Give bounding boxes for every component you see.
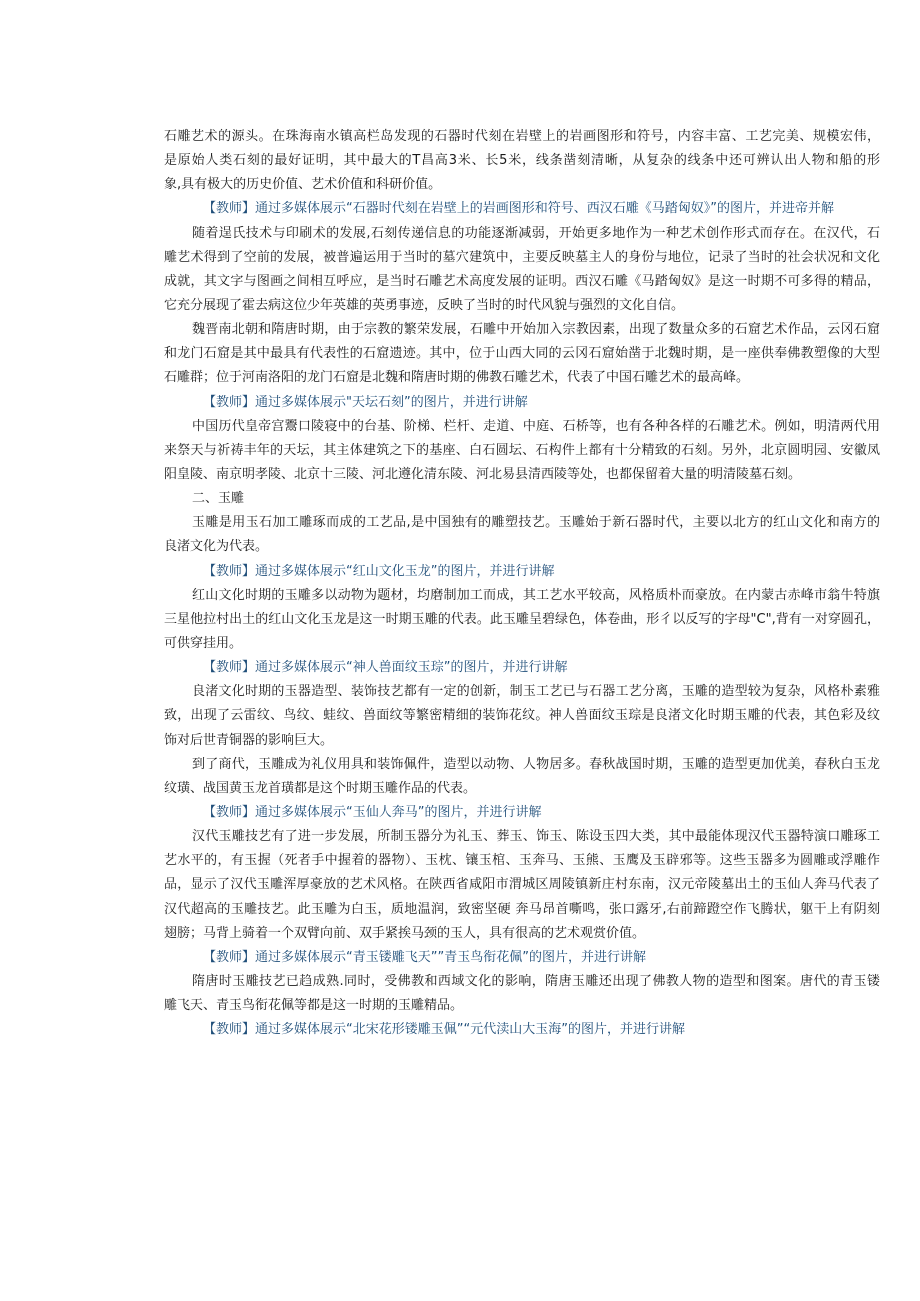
- text-line: 魏晋南北朝和隋唐时期，由于宗教的繁荣发展，石雕中开始加入宗教因素，出现了数量众多的石窟艺术作品，云冈石窟: [192, 322, 880, 338]
- text-line: 【教师】通过多媒体展示“红山文化玉龙”的图片，并进行讲解: [203, 563, 555, 579]
- text-line: 三星他拉村出土的红山文化玉龙是这一时期玉雕的代表。此玉雕呈碧绿色，体卷曲，形彳以反写的字母"C",背有一对穿圆孔，: [164, 611, 880, 627]
- text-line: 玉雕是用玉石加工雕琢而成的工艺品,是中国独有的雕塑技艺。玉雕始于新石器时代，主要以北方的红山文化和南方的: [192, 515, 880, 531]
- body-paragraph: [164, 970, 880, 1018]
- teacher-note: [164, 1018, 880, 1042]
- text-line: 阳皇陵、南京明孝陵、北京十三陵、河北遵化清东陵、河北易县清西陵等处，也都保留着大量的明清陵墓石刻。: [164, 466, 802, 482]
- text-line: 中国历代皇帝宫鬻口陵寝中的台基、阶梯、栏杆、走道、中庭、石桥等，也有各种各样的石雕艺术。例如，明清两代用: [192, 418, 880, 434]
- body-paragraph: [164, 825, 880, 946]
- teacher-note: [164, 946, 880, 970]
- text-line: 雕飞天、青玉鸟衔花佩等都是这一时期的玉雕精品。: [164, 998, 464, 1014]
- text-line: 随着逞氏技术与印刷术的发展,石刻传递信息的功能逐渐减弱，开始更多地作为一种艺术创作形式而存在。在汉代，石: [192, 225, 880, 241]
- text-line: 艺水平的，有玉握（死者手中握着的器物）、玉枕、镶玉棺、玉奔马、玉熊、玉鹰及玉辟邪等。这些玉器多为圆雕或浮雕作: [164, 853, 880, 869]
- text-line: 良渚文化为代表。: [164, 539, 269, 555]
- text-line: 石雕艺术的源头。在珠海南水镇高栏岛发现的石器时代刻在岩壁上的岩画图形和符号，内容丰富、工艺完美、规模宏伟，: [164, 129, 880, 144]
- text-line: 象,具有极大的历史价值、艺术价值和科研价值。: [164, 177, 442, 193]
- text-line: 来祭天与祈祷丰年的天坛，其主体建筑之下的基座、白石圆坛、石构件上都有十分精致的石刻。另外，北京圆明园、安徽凤: [164, 442, 880, 458]
- teacher-note: [164, 197, 880, 221]
- text-line: 汉代玉雕技艺有了进一步发展，所制玉器分为礼玉、葬玉、饰玉、陈设玉四大类，其中最能体现汉代玉器特演口雕琢工: [192, 829, 880, 845]
- body-paragraph: [164, 584, 880, 656]
- text-line: 翅膀；马背上骑着一个双臂向前、双手紧挨马颈的玉人，具有很高的艺术观赏价值。: [164, 925, 646, 941]
- body-paragraph: [164, 222, 880, 319]
- text-line: 是原始人类石刻的最好证明，其中最大的T昌高3米、长5米，线条凿刻清晰，从复杂的线条中还可辨认出人物和船的形: [164, 153, 880, 169]
- text-line: 【教师】通过多媒体展示“北宋花形镂雕玉佩”“元代渎山大玉海”的图片，并进行讲解: [203, 1022, 685, 1038]
- text-line: 隋唐时玉雕技艺已趋成熟.同时，受佛教和西域文化的影响，隋唐玉雕还出现了佛教人物的造型和图案。唐代的青玉镂: [192, 973, 880, 989]
- text-line: 二、玉雕: [192, 491, 245, 507]
- text-line: 到了商代，玉雕成为礼仪用具和装饰佩件，造型以动物、人物居多。春秋战国时期，玉雕的造型更加优美，春秋白玉龙: [192, 756, 880, 772]
- text-line: 品，显示了汉代玉雕浑厚豪放的艺术风格。在陕西省咸阳市渭城区周陵镇新庄村东南，汉元帝陵墓出土的玉仙人奔马代表了: [164, 877, 880, 893]
- text-line: 【教师】通过多媒体展示“玉仙人奔马”的图片，并进行讲解: [203, 804, 542, 820]
- body-paragraph: [164, 318, 880, 390]
- text-line: 【教师】通过多媒体展示“青玉镂雕飞天””青玉鸟衔花佩”的图片，并进行讲解: [203, 949, 646, 965]
- text-line: 致，出现了云雷纹、鸟纹、蛙纹、兽面纹等繁密精细的装饰花纹。神人兽面纹玉琮是良渚文化时期玉雕的代表，其色彩及纹: [164, 708, 880, 724]
- text-line: 汉代超高的玉雕技艺。此玉雕为白玉，质地温润，致密坚硬 奔马昂首嘶鸣，张口露牙,右前蹄蹬空作飞腾状，躯干上有阴刻: [164, 901, 880, 917]
- text-line: 石雕群；位于河南洛阳的龙门石窟是北魏和隋唐时期的佛教石雕艺术，代表了中国石雕艺术的最高峰。: [164, 370, 750, 386]
- text-line: 红山文化时期的玉雕多以动物为题材，均磨制加工而成，其工艺水平较高，风格质朴而豪放。在内蒙古赤峰市翁牛特旗: [192, 587, 880, 603]
- teacher-note: [164, 560, 880, 584]
- teacher-note: [164, 391, 880, 415]
- text-line: 成就，其文字与图画之间相互呼应，是当时石雕艺术高度发展的证明。西汉石雕《马踏匈奴》是这一时期不可多得的精品，: [164, 273, 880, 289]
- text-line: 饰对后世青铜器的影响巨大。: [164, 732, 334, 748]
- body-paragraph: [164, 511, 880, 559]
- text-line: 【教师】通过多媒体展示"天坛石刻”的图片，并进行讲解: [203, 394, 528, 410]
- document-body: [164, 125, 880, 1042]
- teacher-note: [164, 801, 880, 825]
- text-line: 纹璜、战国黄玉龙首璜都是这个时期玉雕作品的代表。: [164, 780, 477, 796]
- text-line: 可供穿挂用。: [164, 635, 243, 651]
- text-line: 【教师】通过多媒体展示“神人兽面纹玉琮”的图片，并进行讲解: [203, 660, 568, 676]
- text-line: 良渚文化时期的玉器造型、装饰技艺都有一定的创新，制玉工艺已与石器工艺分离，玉雕的造型较为复杂，风格朴素雅: [192, 684, 880, 700]
- body-paragraph: [164, 680, 880, 752]
- text-line: 它充分展现了霍去病这位少年英雄的英勇事迹，反映了当时的时代风貌与强烈的文化自信。: [164, 297, 685, 313]
- text-line: 【教师】通过多媒体展示“石器时代刻在岩壁上的岩画图形和符号、西汉石雕《马踏匈奴》”的图片，并进帝并解: [203, 201, 834, 217]
- body-paragraph: [164, 415, 880, 487]
- text-line: 和龙门石窟是其中最具有代表性的石窟遗迹。其中，位于山西大同的云冈石窟始凿于北魏时期，是一座供奉佛教塑像的大型: [164, 346, 880, 362]
- teacher-note: [164, 656, 880, 680]
- body-paragraph: [164, 125, 880, 197]
- text-line: 雕艺术得到了空前的发展，被普遍运用于当时的墓穴建筑中，主要反映墓主人的身份与地位，记录了当时的社会状况和文化: [164, 249, 880, 265]
- body-paragraph: [164, 753, 880, 801]
- section-heading: [164, 487, 880, 511]
